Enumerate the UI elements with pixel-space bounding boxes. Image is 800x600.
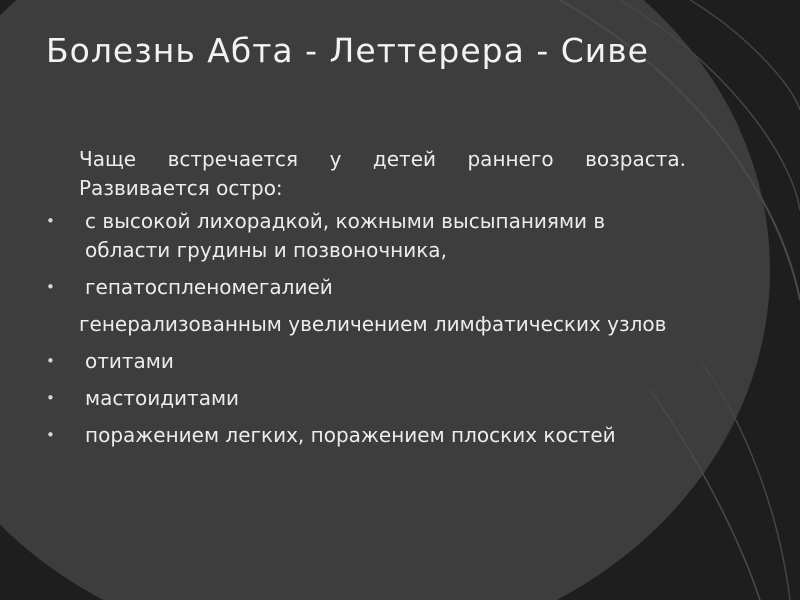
bullet-marker-icon: • bbox=[46, 426, 55, 444]
bullet-text: отитами bbox=[85, 349, 174, 373]
slide-body bbox=[46, 145, 686, 458]
bullet-text: поражением легких, поражением плоских костей bbox=[85, 423, 616, 447]
bullet-marker-icon: • bbox=[46, 389, 55, 407]
bullet-list bbox=[46, 207, 686, 450]
list-item bbox=[46, 421, 686, 450]
list-item bbox=[46, 310, 686, 339]
bullet-text: с высокой лихорадкой, кожными высыпаниями в области грудины и позвоночника, bbox=[85, 209, 606, 262]
slide-title: Болезнь Абта - Леттерера - Сиве bbox=[46, 31, 649, 70]
list-item bbox=[46, 207, 686, 265]
bullet-marker-icon: • bbox=[46, 212, 55, 230]
bullet-text: генерализованным увеличением лимфатических узлов bbox=[79, 312, 667, 336]
list-item bbox=[46, 384, 686, 413]
bullet-marker-icon: • bbox=[46, 352, 55, 370]
bullet-text: гепатоспленомегалией bbox=[85, 275, 333, 299]
list-item bbox=[46, 347, 686, 376]
bullet-marker-icon: • bbox=[46, 278, 55, 296]
bullet-text: мастоидитами bbox=[85, 386, 240, 410]
list-item bbox=[46, 273, 686, 302]
intro-paragraph: Чаще встречается у детей раннего возраста. Развивается остро: bbox=[79, 147, 686, 200]
